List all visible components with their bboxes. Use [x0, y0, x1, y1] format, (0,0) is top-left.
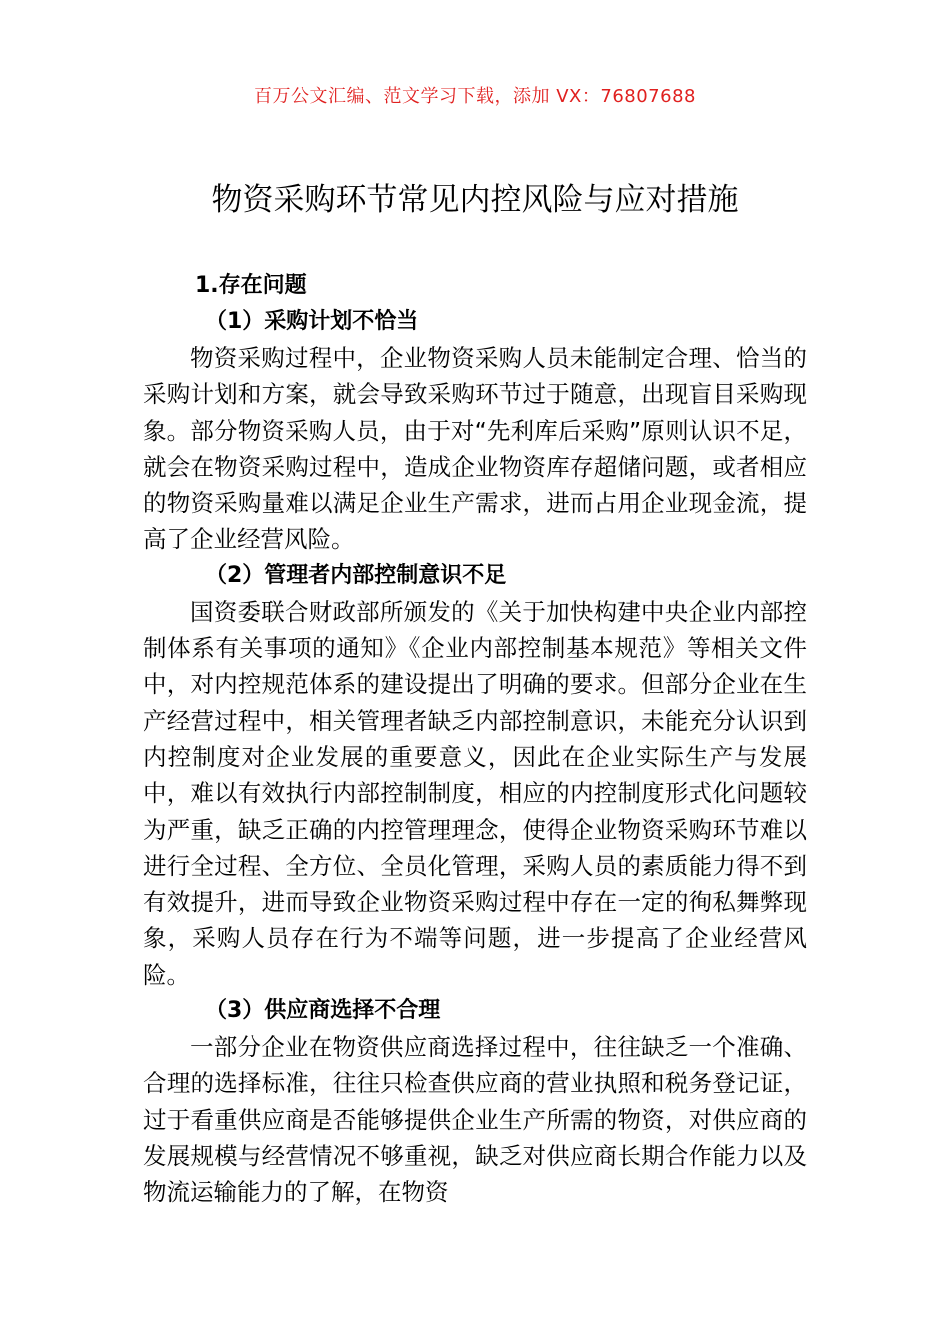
header-notice: 百万公文汇编、范文学习下载，添加 VX：76807688 [254, 86, 696, 107]
subsection-heading-1: （1）采购计划不恰当 [205, 309, 419, 334]
document-body [143, 268, 807, 1211]
paragraph-3: 一部分企业在物资供应商选择过程中，往往缺乏一个准确、合理的选择标准，往往只检查供应商的营业执照和税务登记证，过于看重供应商是否能够提供企业生产所需的物资，对供应商的发展规模与经营情况不够重视，缺乏对供应商长期合作能力以及物流运输能力的了解，在物资 [143, 1033, 807, 1207]
paragraph-1: 物资采购过程中，企业物资采购人员未能制定合理、恰当的采购计划和方案，就会导致采购环节过于随意，出现盲目采购现象。部分物资采购人员，由于对“先利库后采购”原则认识不足，就会在物资采购过程中，造成企业物资库存超储问题，或者相应的物资采购量难以满足企业生产需求，进而占用企业现金流，提高了企业经营风险。 [143, 344, 807, 554]
document-title: 物资采购环节常见内控风险与应对措施 [211, 182, 739, 218]
subsection-heading-3: （3）供应商选择不合理 [205, 998, 441, 1024]
paragraph-2: 国资委联合财政部所颁发的《关于加快构建中央企业内部控制体系有关事项的通知》《企业内部控制基本规范》等相关文件中，对内控规范体系的建设提出了明确的要求。但部分企业在生产经营过程中，相关管理者缺乏内部控制意识，未能充分认识到内控制度对企业发展的重要意义，因此在企业实际生产与发展中，难以有效执行内部控制制度，相应的内控制度形式化问题较为严重，缺乏正确的内控管理理念，使得企业物资采购环节难以进行全过程、全方位、全员化管理，采购人员的素质能力得不到有效提升，进而导致企业物资采购过程中存在一定的徇私舞弊现象，采购人员存在行为不端等问题，进一步提高了企业经营风险。 [143, 597, 807, 989]
subsection-heading-2: （2）管理者内部控制意识不足 [205, 562, 507, 588]
section-heading: 1.存在问题 [195, 273, 307, 298]
